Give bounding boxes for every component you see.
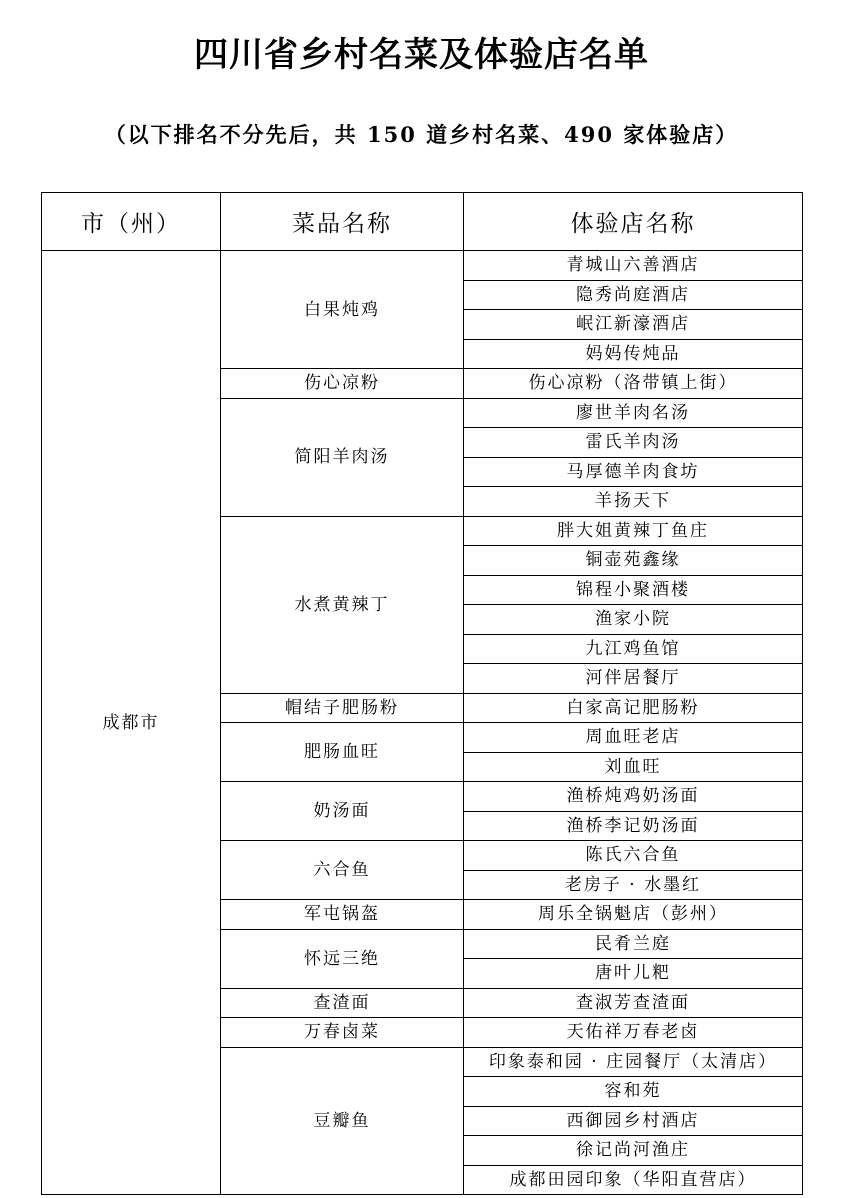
store-name-cell: 唐叶儿粑 (464, 959, 803, 989)
page-subtitle: （以下排名不分先后，共 150 道乡村名菜、490 家体验店） (104, 122, 739, 147)
dish-store-table (41, 192, 803, 1195)
store-name-cell: 周血旺老店 (464, 723, 803, 753)
store-name-cell: 伤心凉粉（洛带镇上街） (464, 369, 803, 399)
city-cell: 成都市 (42, 251, 221, 1195)
store-name-cell: 羊扬天下 (464, 487, 803, 517)
table-row (42, 251, 803, 281)
dish-name-cell: 怀远三绝 (221, 929, 464, 988)
store-name-cell: 渔桥李记奶汤面 (464, 811, 803, 841)
store-name-cell: 查淑芳查渣面 (464, 988, 803, 1018)
store-name-cell: 容和苑 (464, 1077, 803, 1107)
store-name-cell: 廖世羊肉名汤 (464, 398, 803, 428)
store-name-cell: 老房子 · 水墨红 (464, 870, 803, 900)
store-name-cell: 锦程小聚酒楼 (464, 575, 803, 605)
dish-name-cell: 肥肠血旺 (221, 723, 464, 782)
header-store: 体验店名称 (464, 193, 803, 251)
dish-name-cell: 军屯锅盔 (221, 900, 464, 930)
store-name-cell: 渔桥炖鸡奶汤面 (464, 782, 803, 812)
store-name-cell: 天佑祥万春老卤 (464, 1018, 803, 1048)
store-name-cell: 渔家小院 (464, 605, 803, 635)
store-name-cell: 白家高记肥肠粉 (464, 693, 803, 723)
store-name-cell: 民肴兰庭 (464, 929, 803, 959)
store-name-cell: 九江鸡鱼馆 (464, 634, 803, 664)
dish-name-cell: 万春卤菜 (221, 1018, 464, 1048)
store-name-cell: 周乐全锅魁店（彭州） (464, 900, 803, 930)
store-name-cell: 西御园乡村酒店 (464, 1106, 803, 1136)
dish-name-cell: 白果炖鸡 (221, 251, 464, 369)
store-name-cell: 妈妈传炖品 (464, 339, 803, 369)
dish-name-cell: 帽结子肥肠粉 (221, 693, 464, 723)
store-name-cell: 岷江新濠酒店 (464, 310, 803, 340)
store-name-cell: 印象泰和园 · 庄园餐厅（太清店） (464, 1047, 803, 1077)
table-header-row (42, 193, 803, 251)
dish-name-cell: 查渣面 (221, 988, 464, 1018)
store-name-cell: 河伴居餐厅 (464, 664, 803, 694)
table-header (42, 193, 803, 251)
table-body (42, 251, 803, 1195)
store-name-cell: 隐秀尚庭酒店 (464, 280, 803, 310)
header-city: 市（州） (42, 193, 221, 251)
store-name-cell: 铜壶苑鑫缘 (464, 546, 803, 576)
store-name-cell: 刘血旺 (464, 752, 803, 782)
dish-name-cell: 水煮黄辣丁 (221, 516, 464, 693)
dish-name-cell: 伤心凉粉 (221, 369, 464, 399)
store-name-cell: 成都田园印象（华阳直营店） (464, 1165, 803, 1195)
store-name-cell: 马厚德羊肉食坊 (464, 457, 803, 487)
store-name-cell: 胖大姐黄辣丁鱼庄 (464, 516, 803, 546)
store-name-cell: 陈氏六合鱼 (464, 841, 803, 871)
dish-name-cell: 六合鱼 (221, 841, 464, 900)
dish-name-cell: 奶汤面 (221, 782, 464, 841)
store-name-cell: 徐记尚河渔庄 (464, 1136, 803, 1166)
store-name-cell: 雷氏羊肉汤 (464, 428, 803, 458)
header-dish: 菜品名称 (221, 193, 464, 251)
dish-name-cell: 简阳羊肉汤 (221, 398, 464, 516)
store-name-cell: 青城山六善酒店 (464, 251, 803, 281)
dish-name-cell: 豆瓣鱼 (221, 1047, 464, 1195)
page-title: 四川省乡村名菜及体验店名单 (194, 35, 649, 75)
